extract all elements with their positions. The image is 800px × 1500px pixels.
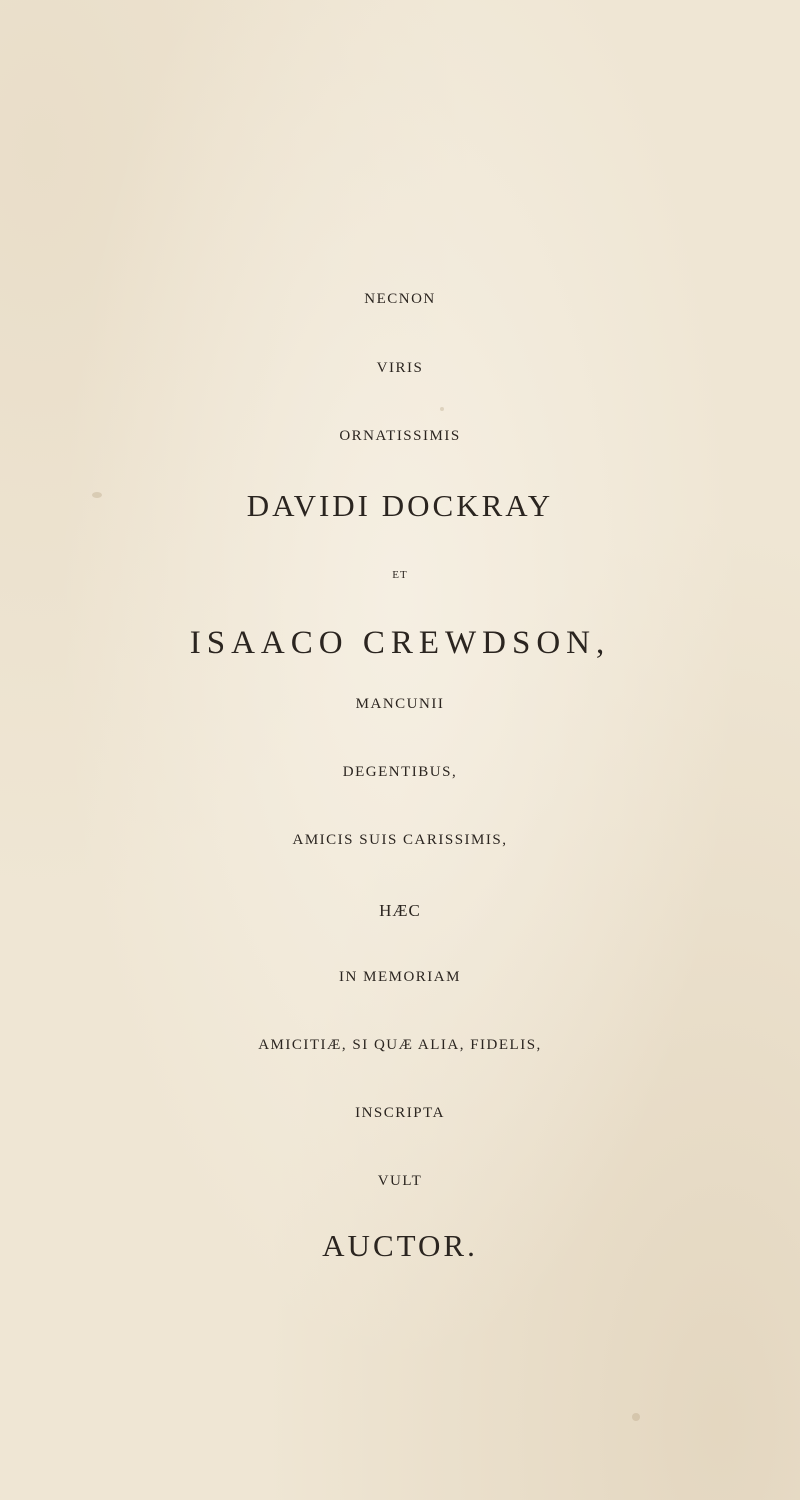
dedication-line-amicitiae: AMICITIÆ, SI QUÆ ALIA, FIDELIS, <box>258 1037 542 1053</box>
dedication-name-davidi-dockray: DAVIDI DOCKRAY <box>246 488 554 523</box>
dedication-line-vult: VULT <box>377 1173 423 1189</box>
dedication-line-necnon: NECNON <box>364 291 436 307</box>
dedication-line-amicis: AMICIS SUIS CARISSIMIS, <box>292 832 508 848</box>
paper-stain <box>440 407 444 411</box>
dedication-line-inscripta: INSCRIPTA <box>355 1105 445 1121</box>
dedication-line-auctor: AUCTOR. <box>322 1228 478 1263</box>
dedication-line-degentibus: DEGENTIBUS, <box>342 764 458 780</box>
dedication-line-et: ET <box>392 569 408 581</box>
dedication-line-viris: VIRIS <box>376 360 424 376</box>
dedication-line-mancunii: MANCUNII <box>355 696 445 712</box>
dedication-line-haec: HÆC <box>379 901 421 920</box>
paper-stain <box>632 1413 640 1421</box>
dedication-line-ornatissimis: ORNATISSIMIS <box>339 428 461 444</box>
dedication-name-isaaco-crewdson: ISAACO CREWDSON, <box>189 625 611 661</box>
dedication-line-in-memoriam: IN MEMORIAM <box>339 969 461 985</box>
